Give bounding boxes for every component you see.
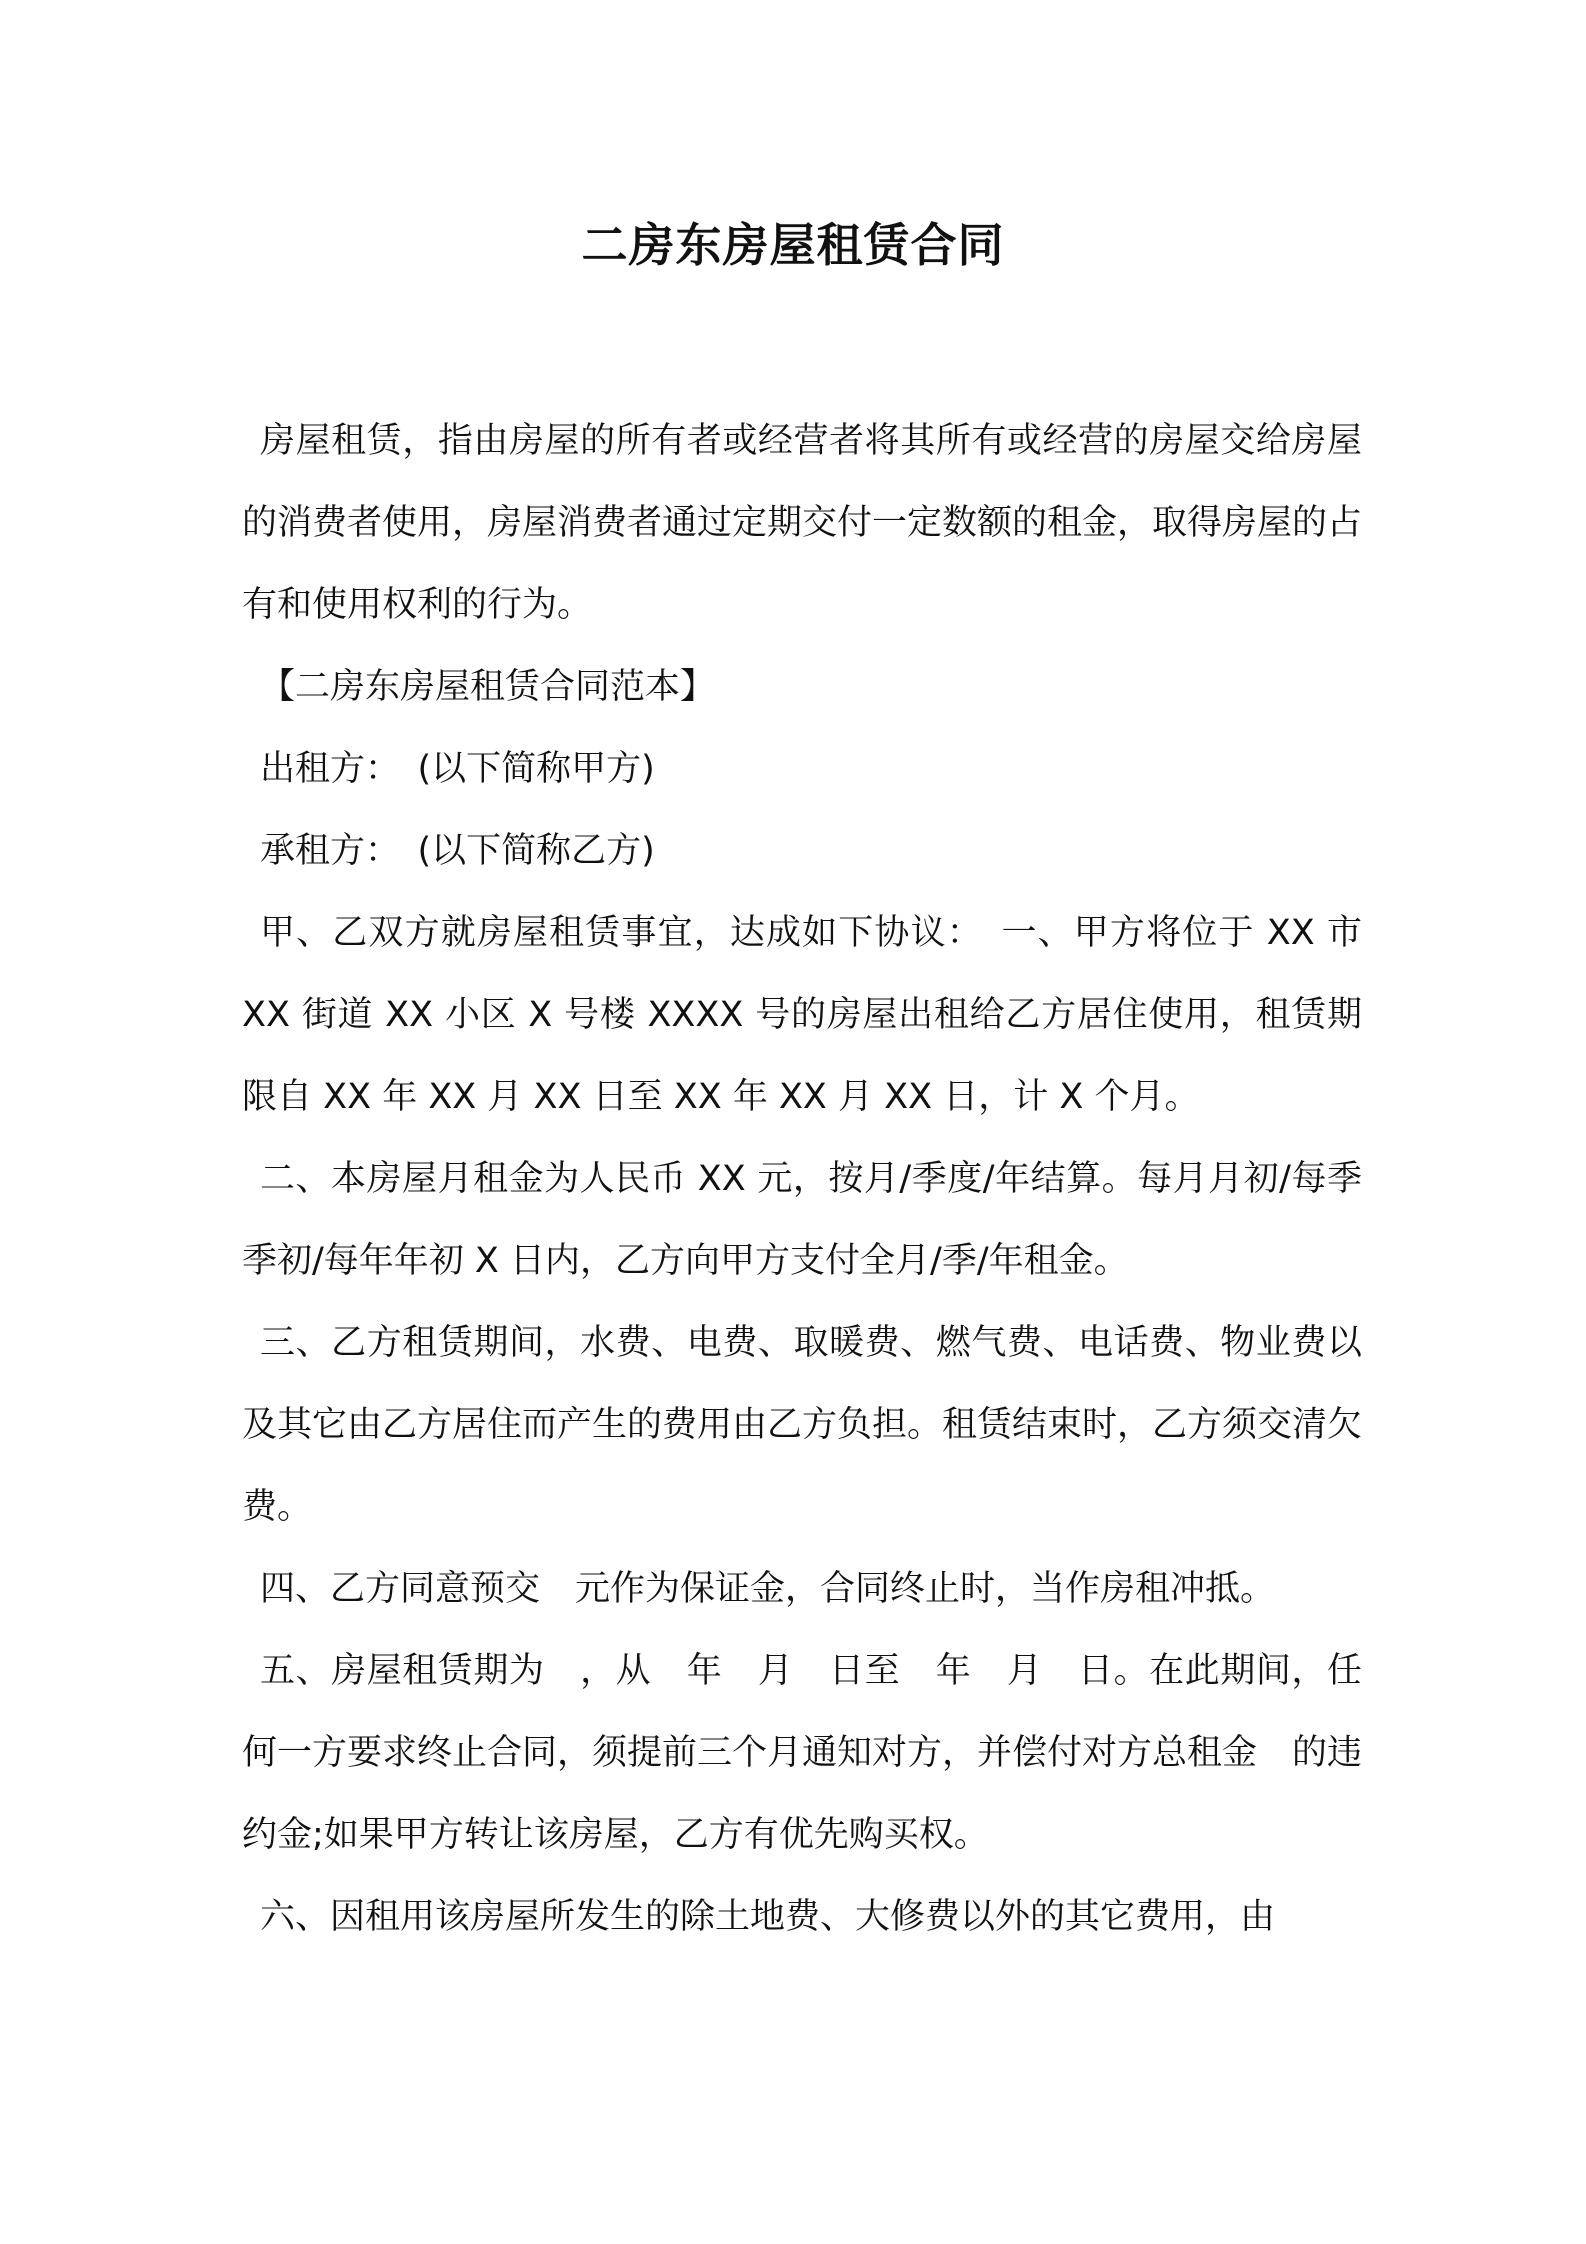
- clause-1: 甲、乙双方就房屋租赁事宜，达成如下协议： 一、甲方将位于 XX 市 XX 街道 XX 小区 X 号楼 XXXX 号的房屋出租给乙方居住使用，租赁期限自 XX 年 XX 月 XX 日至 XX 年 XX 月 XX 日，计 X 个月。: [242, 913, 1362, 1117]
- intro-paragraph: 房屋租赁，指由房屋的所有者或经营者将其所有或经营的房屋交给房屋的消费者使用，房屋消费者通过定期交付一定数额的租金，取得房屋的占有和使用权利的行为。: [242, 421, 1363, 625]
- template-heading: 【二房东房屋租赁合同范本】: [260, 667, 716, 707]
- document-title: 二房东房屋租赁合同: [581, 218, 1005, 272]
- lessor-line: 出租方： (以下简称甲方): [260, 749, 655, 789]
- clause-2: 二、本房屋月租金为人民币 XX 元，按月/季度/年结算。每月月初/每季季初/每年年初 X 日内，乙方向甲方支付全月/季/年租金。: [242, 1159, 1362, 1281]
- lessee-line: 承租方： (以下简称乙方): [260, 831, 655, 871]
- clause-3: 三、乙方租赁期间，水费、电费、取暖费、燃气费、电话费、物业费以及其它由乙方居住而产生的费用由乙方负担。租赁结束时，乙方须交清欠费。: [242, 1323, 1363, 1527]
- document-body: [242, 400, 1362, 1958]
- clause-6: 六、因租用该房屋所发生的除土地费、大修费以外的其它费用，由: [260, 1897, 1276, 1937]
- clause-5: 五、房屋租赁期为 ，从 年 月 日至 年 月 日。在此期间，任何一方要求终止合同，须提前三个月通知对方，并偿付对方总租金 的违约金;如果甲方转让该房屋，乙方有优先购买权。: [242, 1651, 1363, 1855]
- clause-4: 四、乙方同意预交 元作为保证金，合同终止时，当作房租冲抵。: [260, 1569, 1276, 1609]
